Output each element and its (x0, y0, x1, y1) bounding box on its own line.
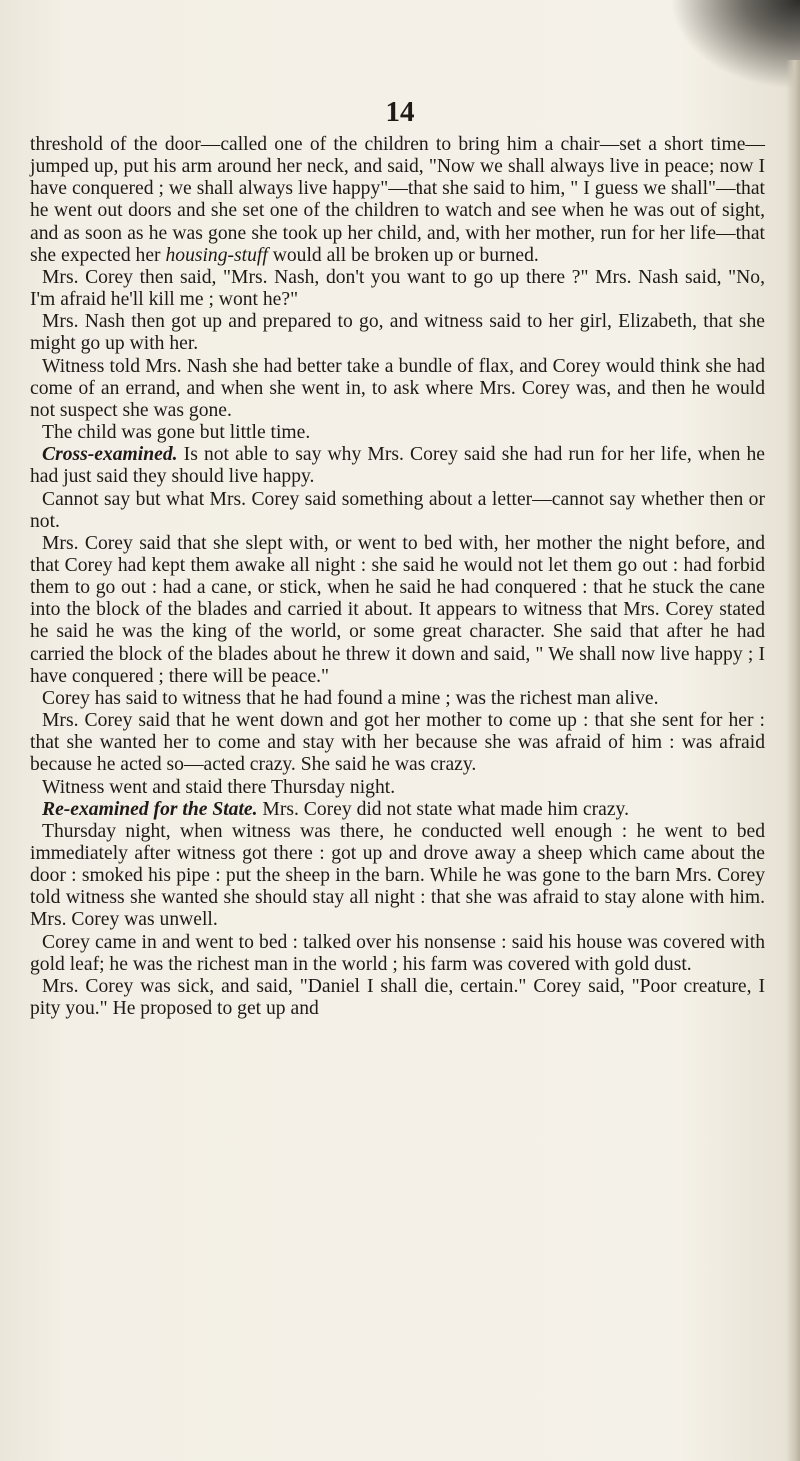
paragraph-p9 (30, 688, 765, 710)
paragraph-text: Witness told Mrs. Nash she had better take a bundle of flax, and Corey would think she had come of an errand, and when she went in, to ask where Mrs. Corey was, and then he would not suspect she was gone. (30, 355, 765, 421)
paragraph-text: Mrs. Nash then got up and prepared to go, and witness said to her girl, Elizabeth, that she might go up with her. (30, 311, 765, 355)
paragraph-text: threshold of the door—called one of the children to bring him a chair—set a short time—jumped up, put his arm around her neck, and said, "Now we shall always live in peace; now I have conquered ; we shall always live happy"—that she said to him, " I guess we shall"—that he went out doors and she set one of the children to watch and see when he was out of sight, and as soon as he was gone she took up her child, and, with her mother, run for her life—that she expected her (30, 134, 765, 266)
section-label: Cross-examined. (42, 444, 178, 466)
paragraph-p10 (30, 710, 765, 776)
paragraph-text: Mrs. Corey said that he went down and got her mother to come up : that she sent for her : that she wanted her to come and stay with her because she was afraid of him : was afraid because he acted so—acted crazy. She said he was crazy. (30, 710, 765, 776)
paragraph-p12 (30, 799, 765, 821)
paragraph-text: Mrs. Corey was sick, and said, "Daniel I shall die, certain." Corey said, "Poor creature, I pity you." He proposed to get up and (30, 975, 765, 1020)
paragraph-text: Mrs. Corey said that she slept with, or went to bed with, her mother the night before, and that Corey had kept them awake all night : she said he would not let them go out : had forbid them to go out : had a cane, or stick, when he said he had conquered : that he stuck the cane into the block of the blades and carried it about. It appears to witness that Mrs. Corey stated he said he was the king of the world, or some great character. She said that after he had carried the block of the blades about he threw it down and said, " We shall now live happy ; I have conquered ; there will be peace." (30, 532, 765, 687)
section-label: Re-examined for the State. (42, 798, 258, 820)
paragraph-p4 (30, 356, 765, 422)
paragraph-p2 (30, 267, 765, 311)
paragraph-text: Corey has said to witness that he had found a mine ; was the richest man alive. (42, 687, 659, 709)
paragraph-text: The child was gone but little time. (42, 422, 311, 444)
paragraph-p13 (30, 821, 765, 932)
emphasis-text: housing-stuff (165, 244, 268, 266)
paragraph-text: Mrs. Corey did not state what made him crazy. (257, 798, 629, 820)
paragraph-text: Mrs. Corey then said, "Mrs. Nash, don't you want to go up there ?" Mrs. Nash said, "No, I'm afraid he'll kill me ; wont he?" (30, 266, 765, 311)
page-number: 14 (385, 96, 415, 128)
paragraph-text: Thursday night, when witness was there, he conducted well enough : he went to bed immediately after witness got there : got up and drove away a sheep which came about the door : smoked his pipe : put the sheep in the barn. While he was gone to the barn Mrs. Corey told witness she wanted she should stay all night : that she was afraid to stay alone with him. Mrs. Corey was unwell. (30, 820, 765, 931)
paragraph-p11 (30, 777, 765, 799)
page-corner-shadow (670, 0, 800, 90)
paragraph-p1 (30, 134, 765, 267)
paragraph-p14 (30, 932, 765, 976)
paragraph-text: Corey came in and went to bed : talked over his nonsense : said his house was covered with gold leaf; he was the richest man in the world ; his farm was covered with gold dust. (30, 931, 765, 975)
paragraph-p15 (30, 976, 765, 1020)
paragraph-text: would all be broken up or burned. (267, 244, 539, 266)
paragraph-p5 (30, 422, 765, 444)
page-right-edge (786, 60, 800, 1461)
paragraph-p3 (30, 311, 765, 355)
paragraph-p6 (30, 444, 765, 488)
paragraph-p7 (30, 489, 765, 533)
paragraph-text: Is not able to say why Mrs. Corey said she had run for her life, when he had just said they should live happy. (30, 444, 765, 488)
body-text (30, 134, 765, 1020)
paragraph-text: Witness went and staid there Thursday night. (42, 776, 396, 798)
paragraph-text: Cannot say but what Mrs. Corey said something about a letter—cannot say whether then or not. (30, 488, 765, 532)
paragraph-p8 (30, 533, 765, 688)
